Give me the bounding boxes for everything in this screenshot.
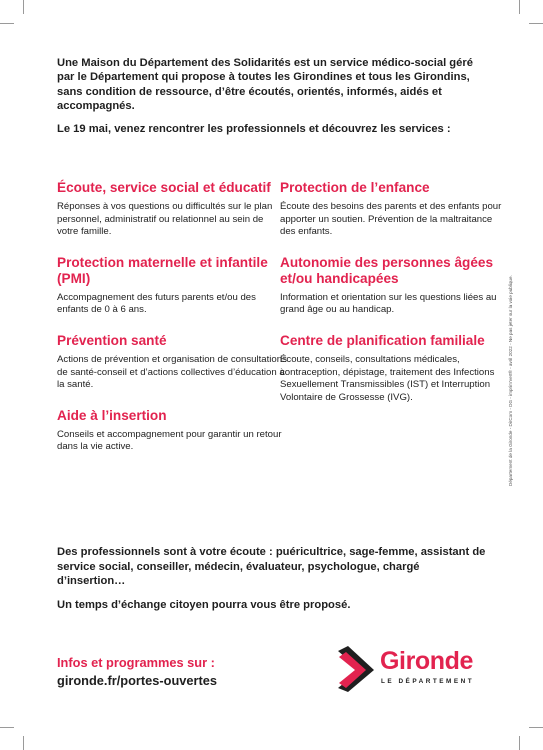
service-pmi	[57, 255, 287, 317]
infos-label: Infos et programmes sur :	[57, 655, 215, 670]
professionals-text	[57, 545, 487, 621]
crop-mark	[0, 23, 14, 24]
service-title: Prévention santé	[57, 332, 167, 348]
service-title: Écoute, service social et éducatif	[57, 180, 271, 195]
crop-mark	[529, 727, 543, 728]
service-prevention-sante	[57, 333, 287, 392]
services-right-column	[280, 180, 510, 420]
service-title: Autonomie des personnes âgées et/ou handicapées	[280, 254, 494, 286]
service-description: Conseils et accompagnement pour garantir un retour dans la vie active.	[57, 428, 282, 453]
service-insertion	[57, 408, 287, 454]
service-title: Protection de l’enfance	[280, 180, 430, 195]
infos-block	[57, 654, 217, 690]
service-title: Aide à l’insertion	[57, 407, 167, 423]
gironde-chevron-icon	[336, 646, 376, 692]
intro-text	[57, 56, 477, 144]
logo-wordmark: Gironde	[380, 647, 474, 675]
service-title: Protection maternelle et infantile (PMI)	[57, 254, 268, 286]
service-description: Réponses à vos questions ou difficultés sur le plan personnel, administratif ou relationnel au sein de votre famille.	[57, 201, 273, 238]
service-description: Écoute des besoins des parents et des enfants pour apporter un soutien. Prévention de la maltraitance des enfants.	[280, 201, 502, 238]
gironde-logo	[336, 646, 496, 692]
service-description: Information et orientation sur les questions liées au grand âge ou au handicap.	[280, 291, 497, 316]
service-planification	[280, 333, 510, 404]
service-description: Accompagnement des futurs parents et/ou des enfants de 0 à 6 ans.	[57, 291, 256, 316]
intro-paragraph: Une Maison du Département des Solidarités est un service médico-social géré par le Département qui propose à toutes les Girondines et tous les Girondins, sans condition de ressource, d’être écoutés, orientés, informés, aidés et accompagnés.	[57, 57, 473, 113]
service-autonomie	[280, 255, 510, 317]
crop-mark	[23, 0, 24, 14]
service-title: Centre de planification familiale	[280, 332, 485, 348]
logo-subtitle: LE DÉPARTEMENT	[381, 678, 475, 685]
professionals-list: Des professionnels sont à votre écoute : puéricultrice, sage-femme, assistant de service social, conseiller, médecin, évaluateur, psychologue, chargé d’insertion…	[57, 546, 486, 587]
service-description: Actions de prévention et organisation de consultations de santé-conseil et d’actions collectives d’éducation à la santé.	[57, 353, 287, 391]
citizen-exchange-note: Un temps d’échange citoyen pourra vous être proposé.	[57, 598, 351, 611]
crop-mark	[519, 736, 520, 750]
service-ecoute	[57, 180, 287, 239]
service-protection-enfance	[280, 180, 510, 239]
crop-mark	[0, 727, 14, 728]
crop-mark	[529, 23, 543, 24]
service-description: Écoute, conseils, consultations médicales, contraception, dépistage, traitement des Infections Sexuellement Transmissibles (IST) et Interruption Volontaire de Grossesse (IVG).	[280, 353, 495, 403]
crop-mark	[519, 0, 520, 14]
infos-url-link[interactable]: gironde.fr/portes-ouvertes	[57, 673, 217, 688]
services-left-column	[57, 180, 287, 470]
legal-side-note: Département de la Gironde - DirCom - DG - imprim'vert® - avril 2022 - Ne pas jeter sur la voie publique.	[508, 275, 513, 486]
crop-mark	[23, 736, 24, 750]
intro-invitation: Le 19 mai, venez rencontrer les professionnels et découvrez les services :	[57, 122, 451, 135]
